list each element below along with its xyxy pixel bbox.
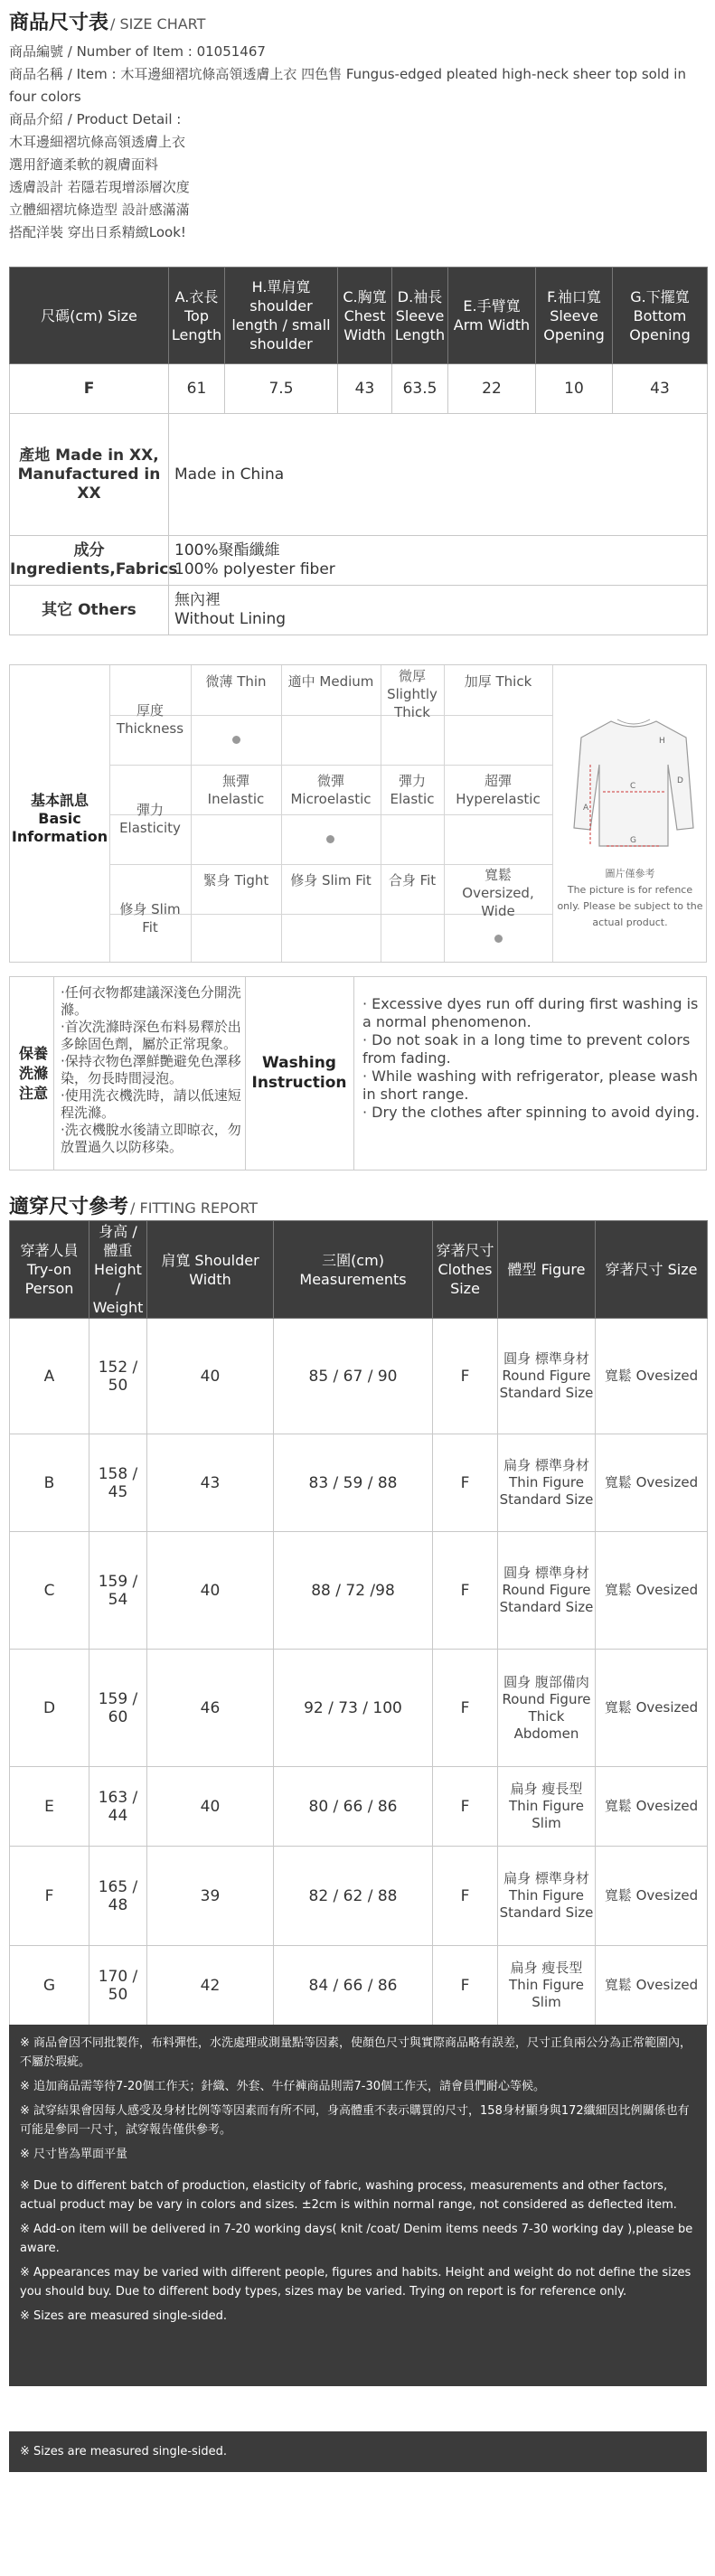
table-row [10, 1650, 708, 1767]
size-header: C.胸寬 Chest Width [338, 268, 392, 364]
fit-size: F [433, 1767, 498, 1847]
fit-figure: 圓身 腹部備肉 Round Figure Thick Abdomen [498, 1650, 596, 1767]
washing-en-item: · Dry the clothes after spinning to avoid dying. [362, 1104, 701, 1121]
image-note-zh: 圖片僅參考 [605, 868, 655, 879]
intro-line: 搭配洋裝 穿出日系精緻Look! [9, 224, 186, 240]
svg-text:A: A [583, 804, 589, 813]
fitting-subtitle: / FITTING REPORT [130, 1199, 259, 1217]
ingredients-zh: 100%聚酯纖維 [174, 541, 280, 559]
note-zh: ※ 試穿結果會因每人感受及身材比例等等因素而有所不同，身高體重不表示購買的尺寸，158身材顯身與172纖細因比例關係也有可能是參同一尺寸，試穿報告僅供參考。 [20, 2104, 690, 2137]
note-en: ※ Due to different batch of production, elasticity of fabric, washing process, measurements and other factors, actual product may be vary in colors and sizes. ±2cm is within normal range, not considered as deflected item. [20, 2179, 677, 2212]
fit-option: 寬鬆 Oversized, Wide [462, 867, 534, 919]
svg-text:C: C [630, 782, 636, 791]
size-chart-subtitle: / SIZE CHART [110, 15, 206, 33]
intro-line: 選用舒適柔軟的親膚面料 [9, 156, 159, 173]
fitting-title [9, 1191, 258, 1219]
table-row [10, 1847, 708, 1946]
washing-en-item: · Do not soak in a long time to prevent colors from fading. [362, 1031, 691, 1067]
fit-size: F [433, 1434, 498, 1532]
others-en: Without Lining [174, 610, 287, 628]
note-en: ※ Sizes are measured single-sided. [20, 2309, 228, 2323]
basic-info-label [10, 792, 109, 846]
elasticity-option: 彈力 Elastic [390, 773, 435, 807]
size-table [9, 267, 708, 635]
fit-hw: 159 / 54 [89, 1532, 147, 1650]
thickness-option: 加厚 Thick [464, 673, 532, 690]
fitting-header: 身高 / 體重 Height / Weight [89, 1221, 147, 1319]
product-number: 商品編號 / Number of Item : 01051467 [9, 43, 266, 60]
fit-size: F [433, 1946, 498, 2026]
product-name: 商品名稱 / Item : 木耳邊細褶坑條高領透膚上衣 四色售 Fungus-edged pleated high-neck sheer top sold in four colors [9, 66, 686, 105]
size-cell: 22 [448, 364, 536, 414]
intro-line: 木耳邊細褶坑條高領透膚上衣 [9, 134, 186, 150]
washing-zh-item: ‧保持衣物色澤鮮艷避免色澤移染，勿長時間浸泡。 [61, 1053, 241, 1086]
note-final: ※ Sizes are measured single-sided. [20, 2445, 228, 2458]
elasticity-selected-dot [326, 835, 334, 843]
fitting-header: 穿著尺寸 Clothes Size [433, 1221, 498, 1319]
notes-panel [9, 2025, 707, 2386]
size-chart-title [9, 7, 205, 35]
size-cell: F [10, 364, 169, 414]
fit-shoulder: 40 [147, 1532, 274, 1650]
basic-info-zh: 基本訊息 [30, 792, 89, 809]
washing-zh-list [61, 984, 241, 1156]
size-header: H.單肩寬 shoulder length / small shoulder [225, 268, 338, 364]
origin-value: Made in China [169, 414, 708, 536]
fit-figure: 扁身 瘦長型 Thin Figure Slim [498, 1946, 596, 2026]
fit-fit: 寬鬆 Ovesized [596, 1434, 708, 1532]
fit-fit: 寬鬆 Ovesized [596, 1847, 708, 1946]
note-zh: ※ 追加商品需等待7-20個工作天；針織、外套、牛仔褲商品則需7-30個工作天，請會員們耐心等候。 [20, 2080, 546, 2093]
fit-meas: 84 / 66 / 86 [274, 1946, 433, 2026]
note-zh: ※ 商品會因不同批製作，布料彈性，水洗處理或測量點等因素，使顏色尺寸與實際商品略有誤差，尺寸正負兩公分為正常範圍內，不屬於瑕疵。 [20, 2036, 692, 2069]
notes-final [9, 2431, 707, 2472]
fit-meas: 82 / 62 / 88 [274, 1847, 433, 1946]
intro-line: 立體細褶坑條造型 設計感滿滿 [9, 202, 190, 218]
fit-hw: 170 / 50 [89, 1946, 147, 2026]
fit-fit: 寬鬆 Ovesized [596, 1946, 708, 2026]
fitting-table [9, 1220, 708, 2026]
fit-meas: 80 / 66 / 86 [274, 1767, 433, 1847]
size-header: E.手臂寬 Arm Width [448, 268, 536, 364]
size-cell: 43 [613, 364, 708, 414]
svg-text:H: H [659, 737, 665, 746]
fit-fit: 寬鬆 Ovesized [596, 1319, 708, 1434]
size-header: A.衣長 Top Length [169, 268, 225, 364]
product-info [9, 41, 705, 244]
size-cell: 63.5 [392, 364, 448, 414]
image-note-en: The picture is for refence only. Please be subject to the actual product. [557, 884, 703, 928]
note-zh: ※ 尺寸皆為單面平量 [20, 2148, 128, 2161]
size-cell: 43 [338, 364, 392, 414]
fit-hw: 152 / 50 [89, 1319, 147, 1434]
elasticity-option: 超彈 Hyperelastic [456, 773, 541, 807]
table-row [10, 1319, 708, 1434]
size-header: F.袖口寬 Sleeve Opening [536, 268, 613, 364]
fit-person: G [10, 1946, 89, 2026]
fitting-header: 肩寬 Shoulder Width [147, 1221, 274, 1319]
fit-person: A [10, 1319, 89, 1434]
fitting-header: 穿著人員 Try-on Person [10, 1221, 89, 1319]
fit-shoulder: 40 [147, 1767, 274, 1847]
fit-meas: 88 / 72 /98 [274, 1532, 433, 1650]
table-row [10, 1532, 708, 1650]
others-zh: 無內裡 [174, 591, 221, 609]
thickness-option: 微薄 Thin [205, 673, 267, 690]
fit-meas: 85 / 67 / 90 [274, 1319, 433, 1434]
fit-size: F [433, 1532, 498, 1650]
table-row [10, 1946, 708, 2026]
fit-person: C [10, 1532, 89, 1650]
size-cell: 10 [536, 364, 613, 414]
fit-hw: 159 / 60 [89, 1650, 147, 1767]
image-note [557, 866, 703, 931]
fit-shoulder: 39 [147, 1847, 274, 1946]
elasticity-option: 無彈 Inelastic [207, 773, 265, 807]
size-header: 尺碼(cm) Size [10, 268, 169, 364]
size-cell: 7.5 [225, 364, 338, 414]
fit-label: 修身 Slim Fit [119, 901, 181, 935]
fit-hw: 158 / 45 [89, 1434, 147, 1532]
garment-diagram-icon [570, 710, 697, 855]
fit-option: 緊身 Tight [202, 872, 269, 888]
fit-meas: 92 / 73 / 100 [274, 1650, 433, 1767]
fit-figure: 圓身 標準身材 Round Figure Standard Size [498, 1319, 596, 1434]
fit-option: 合身 Fit [388, 872, 437, 888]
elasticity-label: 彈力 Elasticity [119, 802, 181, 836]
fit-person: D [10, 1650, 89, 1767]
washing-zh-item: ‧首次洗滌時深色布料易釋於出多餘固色劑，屬於正常現象。 [61, 1019, 241, 1052]
fit-shoulder: 43 [147, 1434, 274, 1532]
washing-en-item: · While washing with refrigerator, please wash in short range. [362, 1067, 698, 1103]
washing-en-list [362, 995, 701, 1122]
fit-hw: 163 / 44 [89, 1767, 147, 1847]
others-value [169, 586, 708, 635]
washing-zh-item: ‧任何衣物都建議深淺色分開洗滌。 [61, 984, 241, 1018]
table-row [10, 1434, 708, 1532]
fit-selected-dot [494, 935, 503, 943]
origin-label: 產地 Made in XX, Manufactured in XX [10, 414, 169, 536]
table-row [10, 1767, 708, 1847]
fit-figure: 扁身 標準身材 Thin Figure Standard Size [498, 1434, 596, 1532]
thickness-label: 厚度 Thickness [116, 702, 184, 737]
ingredients-value [169, 536, 708, 586]
fit-size: F [433, 1650, 498, 1767]
note-en: ※ Add-on item will be delivered in 7-20 working days( knit /coat/ Denim items needs 7-30 working day ),please be aware. [20, 2223, 693, 2255]
svg-text:G: G [630, 836, 636, 845]
intro-line: 透膚設計 若隱若現增添層次度 [9, 179, 190, 195]
fit-fit: 寬鬆 Ovesized [596, 1650, 708, 1767]
ingredients-label: 成分 Ingredients,Fabrics [10, 536, 169, 586]
fitting-title-zh: 適穿尺寸參考 [9, 1196, 129, 1218]
thickness-selected-dot [232, 736, 240, 744]
size-header: G.下擺寬 Bottom Opening [613, 268, 708, 364]
washing-zh-item: ‧使用洗衣機洗時，請以低速短程洗滌。 [61, 1087, 241, 1121]
washing-label-en: Washing Instruction [251, 1054, 347, 1092]
washing-label-zh: 保養洗滌注意 [18, 1045, 48, 1102]
fit-hw: 165 / 48 [89, 1847, 147, 1946]
fit-person: E [10, 1767, 89, 1847]
basic-info-en: Basic Information [11, 810, 108, 845]
fit-person: B [10, 1434, 89, 1532]
svg-text:D: D [677, 776, 683, 785]
fit-fit: 寬鬆 Ovesized [596, 1532, 708, 1650]
fit-option: 修身 Slim Fit [290, 872, 372, 888]
fit-shoulder: 42 [147, 1946, 274, 2026]
fit-figure: 扁身 標準身材 Thin Figure Standard Size [498, 1847, 596, 1946]
fit-figure: 扁身 瘦長型 Thin Figure Slim [498, 1767, 596, 1847]
thickness-option: 適中 Medium [287, 673, 374, 690]
fitting-header: 穿著尺寸 Size [596, 1221, 708, 1319]
fitting-header: 體型 Figure [498, 1221, 596, 1319]
others-label: 其它 Others [10, 586, 169, 635]
fit-figure: 圓身 標準身材 Round Figure Standard Size [498, 1532, 596, 1650]
fit-size: F [433, 1847, 498, 1946]
washing-panel [9, 976, 707, 1170]
size-cell: 61 [169, 364, 225, 414]
fit-size: F [433, 1319, 498, 1434]
thickness-option: 微厚 Slightly Thick [387, 668, 437, 720]
note-en: ※ Appearances may be varied with different people, figures and habits. Height and weight do not define the sizes you should buy. Due to different body types, sizes may be varied. Trying on report is for reference only. [20, 2266, 691, 2299]
fit-fit: 寬鬆 Ovesized [596, 1767, 708, 1847]
washing-zh-item: ‧洗衣機脫水後請立即晾衣，勿放置過久以防移染。 [61, 1122, 241, 1155]
fit-shoulder: 46 [147, 1650, 274, 1767]
size-chart-title-zh: 商品尺寸表 [9, 12, 109, 34]
washing-en-item: · Excessive dyes run off during first washing is a normal phenomenon. [362, 995, 699, 1030]
size-header: D.袖長 Sleeve Length [392, 268, 448, 364]
fit-meas: 83 / 59 / 88 [274, 1434, 433, 1532]
elasticity-option: 微彈 Microelastic [290, 773, 372, 807]
fitting-header: 三圍(cm) Measurements [274, 1221, 433, 1319]
fit-person: F [10, 1847, 89, 1946]
ingredients-en: 100% polyester fiber [174, 560, 335, 578]
basic-info-panel [9, 664, 707, 963]
product-intro-label: 商品介紹 / Product Detail : [9, 111, 182, 127]
fit-shoulder: 40 [147, 1319, 274, 1434]
